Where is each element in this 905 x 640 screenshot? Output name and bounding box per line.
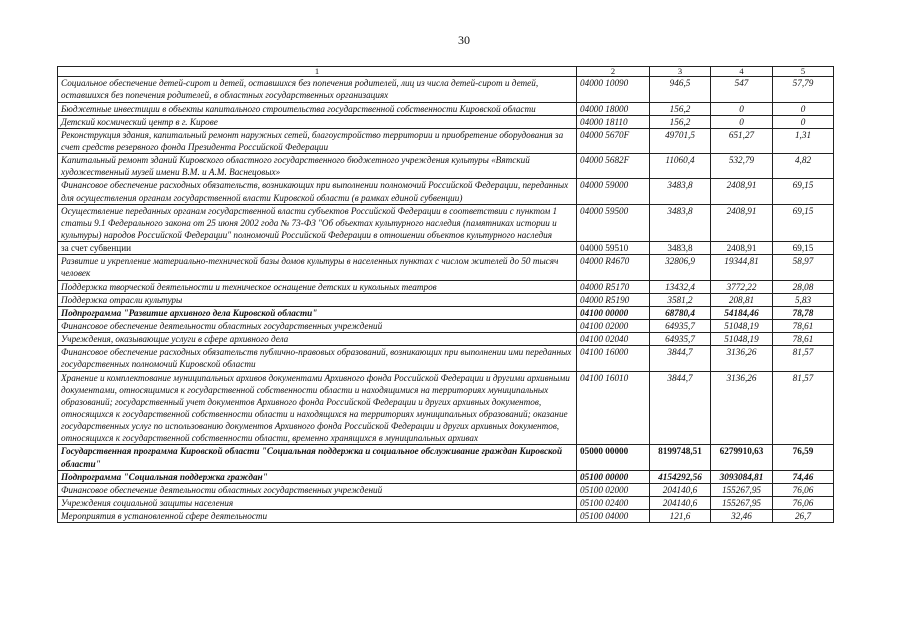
row-code-cell: 04100 16000 [577,346,650,371]
row-executed-cell: 3772,22 [711,280,773,293]
row-executed-cell: 155267,95 [711,483,773,496]
row-name-cell: Развитие и укрепление материально-технической базы домов культуры в населенных пунктах с числом жителей до 50 тысяч человек [58,255,577,280]
row-name-cell: Подпрограмма "Социальная поддержка граждан" [58,470,577,483]
table-header-row [58,67,834,77]
table-row [58,242,834,255]
row-name-cell: Реконструкция здания, капитальный ремонт наружных сетей, благоустройство территории и приобретение оборудования за счет средств резервного фонда Президента Российской Федерации [58,128,577,153]
row-name-cell: Хранение и комплектование муниципальных архивов документами Архивного фонда Российской Федерации и другими архивными документами, относящимися к государственной собственности области и находящимися на территориях муниципальных образований; государственный учет документов Архивного фонда Российской Федерации и других архивных документов, относящихся к государственной собственности области и находящихся на территориях муниципальных образований; оказание государственных услуг по использованию документов Архивного фонда Российской Федерации и других архивных документов, относящихся к государственной собственности области, временно хранящихся в муниципальных архивах [58,371,577,445]
row-percent-cell: 5,83 [773,293,834,306]
row-percent-cell: 4,82 [773,154,834,179]
row-percent-cell: 78,78 [773,306,834,319]
table-row [58,496,834,509]
column-header-2: 2 [577,67,650,77]
row-percent-cell: 0 [773,115,834,128]
row-code-cell: 04100 02040 [577,333,650,346]
row-name-cell: Финансовое обеспечение деятельности областных государственных учреждений [58,483,577,496]
table-row [58,510,834,523]
row-name-cell: Мероприятия в установленной сфере деятельности [58,510,577,523]
row-executed-cell: 32,46 [711,510,773,523]
table-row [58,470,834,483]
row-value-cell: 156,2 [650,102,711,115]
row-percent-cell: 69,15 [773,204,834,241]
table-body [58,67,834,523]
row-value-cell: 49701,5 [650,128,711,153]
table-row [58,280,834,293]
table-row [58,179,834,204]
row-executed-cell: 3093084,81 [711,470,773,483]
table-row [58,128,834,153]
row-code-cell: 04000 R5190 [577,293,650,306]
row-value-cell: 3844,7 [650,346,711,371]
row-value-cell: 946,5 [650,77,711,102]
table-row [58,204,834,241]
page-number: 30 [458,33,470,47]
table-row [58,371,834,445]
row-code-cell: 05100 02400 [577,496,650,509]
row-executed-cell: 0 [711,102,773,115]
row-percent-cell: 74,46 [773,470,834,483]
row-name-cell: Поддержка творческой деятельности и техническое оснащение детских и кукольных театров [58,280,577,293]
table-row [58,320,834,333]
row-code-cell: 05100 04000 [577,510,650,523]
row-name-cell: Государственная программа Кировской области "Социальная поддержка и социальное обслуживание граждан Кировской области" [58,445,577,470]
row-code-cell: 04000 18110 [577,115,650,128]
row-name-cell: Подпрограмма "Развитие архивного дела Кировской области" [58,306,577,319]
row-percent-cell: 81,57 [773,371,834,445]
row-name-cell: Капитальный ремонт зданий Кировского областного государственного бюджетного учреждения культуры «Вятский художественный музей имени В.М. и А.М. Васнецовых» [58,154,577,179]
row-percent-cell: 78,61 [773,333,834,346]
row-code-cell: 04000 59000 [577,179,650,204]
row-value-cell: 4154292,56 [650,470,711,483]
row-percent-cell: 0 [773,102,834,115]
row-value-cell: 204140,6 [650,483,711,496]
row-name-cell: Финансовое обеспечение деятельности областных государственных учреждений [58,320,577,333]
table-row [58,115,834,128]
row-name-cell: Бюджетные инвестиции в объекты капитального строительства государственной собственности Кировской области [58,102,577,115]
row-percent-cell: 81,57 [773,346,834,371]
row-code-cell: 04000 18000 [577,102,650,115]
column-header-4: 4 [711,67,773,77]
row-executed-cell: 532,79 [711,154,773,179]
row-executed-cell: 3136,26 [711,346,773,371]
row-executed-cell: 651,27 [711,128,773,153]
table-row [58,255,834,280]
row-percent-cell: 76,59 [773,445,834,470]
table-row [58,154,834,179]
row-name-cell: Поддержка отрасли культуры [58,293,577,306]
row-percent-cell: 69,15 [773,179,834,204]
row-executed-cell: 0 [711,115,773,128]
row-value-cell: 11060,4 [650,154,711,179]
budget-table [57,66,834,523]
row-executed-cell: 2408,91 [711,204,773,241]
row-code-cell: 04100 02000 [577,320,650,333]
row-value-cell: 3483,8 [650,179,711,204]
row-value-cell: 13432,4 [650,280,711,293]
row-percent-cell: 58,97 [773,255,834,280]
row-value-cell: 3581,2 [650,293,711,306]
row-percent-cell: 28,08 [773,280,834,293]
row-name-cell: Финансовое обеспечение расходных обязательств публично-правовых образований, возникающих при выполнении ими переданных государственных полномочий Кировской области [58,346,577,371]
row-executed-cell: 51048,19 [711,320,773,333]
row-executed-cell: 6279910,63 [711,445,773,470]
row-percent-cell: 26,7 [773,510,834,523]
column-header-3: 3 [650,67,711,77]
row-value-cell: 3844,7 [650,371,711,445]
table-row [58,333,834,346]
row-value-cell: 68780,4 [650,306,711,319]
row-name-cell: Финансовое обеспечение расходных обязательств, возникающих при выполнении полномочий Российской Федерации, переданных для осуществления органам государственной власти Кировской области (в рамках единой субвенции) [58,179,577,204]
row-percent-cell: 78,61 [773,320,834,333]
row-percent-cell: 76,06 [773,483,834,496]
table-row [58,306,834,319]
row-value-cell: 121,6 [650,510,711,523]
row-name-cell: Детский космический центр в г. Кирове [58,115,577,128]
row-name-cell: Осуществление переданных органам государственной власти субъектов Российской Федерации в соответствии с пунктом 1 статьи 9.1 Федерального закона от 25 июня 2002 года № 73-ФЗ "Об объектах культурного наследия (памятниках истории и культуры) народов Российской Федерации" полномочий Российской Федерации в отношении объектов культурного наследия [58,204,577,241]
column-header-5: 5 [773,67,834,77]
row-code-cell: 04100 00000 [577,306,650,319]
row-code-cell: 04000 59500 [577,204,650,241]
table-row [58,77,834,102]
row-code-cell: 05000 00000 [577,445,650,470]
table-row [58,102,834,115]
row-value-cell: 32806,9 [650,255,711,280]
row-value-cell: 8199748,51 [650,445,711,470]
row-name-cell: Учреждения социальной защиты населения [58,496,577,509]
row-percent-cell: 57,79 [773,77,834,102]
row-executed-cell: 155267,95 [711,496,773,509]
row-value-cell: 156,2 [650,115,711,128]
row-executed-cell: 51048,19 [711,333,773,346]
row-percent-cell: 69,15 [773,242,834,255]
row-value-cell: 204140,6 [650,496,711,509]
row-percent-cell: 1,31 [773,128,834,153]
row-code-cell: 04100 16010 [577,371,650,445]
row-executed-cell: 19344,81 [711,255,773,280]
row-code-cell: 04000 5670F [577,128,650,153]
row-code-cell: 04000 10090 [577,77,650,102]
row-executed-cell: 3136,26 [711,371,773,445]
table-row [58,293,834,306]
table-row [58,445,834,470]
row-executed-cell: 547 [711,77,773,102]
row-code-cell: 05100 02000 [577,483,650,496]
row-code-cell: 04000 R4670 [577,255,650,280]
row-code-cell: 04000 59510 [577,242,650,255]
row-value-cell: 64935,7 [650,320,711,333]
row-name-cell: Учреждения, оказывающие услуги в сфере архивного дела [58,333,577,346]
table-row [58,483,834,496]
table-row [58,346,834,371]
row-code-cell: 04000 5682F [577,154,650,179]
row-value-cell: 64935,7 [650,333,711,346]
row-value-cell: 3483,8 [650,204,711,241]
row-value-cell: 3483,8 [650,242,711,255]
row-name-cell: за счет субвенции [58,242,577,255]
row-percent-cell: 76,06 [773,496,834,509]
row-executed-cell: 2408,91 [711,179,773,204]
row-code-cell: 04000 R5170 [577,280,650,293]
row-executed-cell: 208,81 [711,293,773,306]
row-code-cell: 05100 00000 [577,470,650,483]
column-header-1: 1 [58,67,577,77]
row-name-cell: Социальное обеспечение детей-сирот и детей, оставшихся без попечения родителей, лиц из числа детей-сирот и детей, оставшихся без попечения родителей, в областных государственных организациях [58,77,577,102]
row-executed-cell: 54184,46 [711,306,773,319]
row-executed-cell: 2408,91 [711,242,773,255]
